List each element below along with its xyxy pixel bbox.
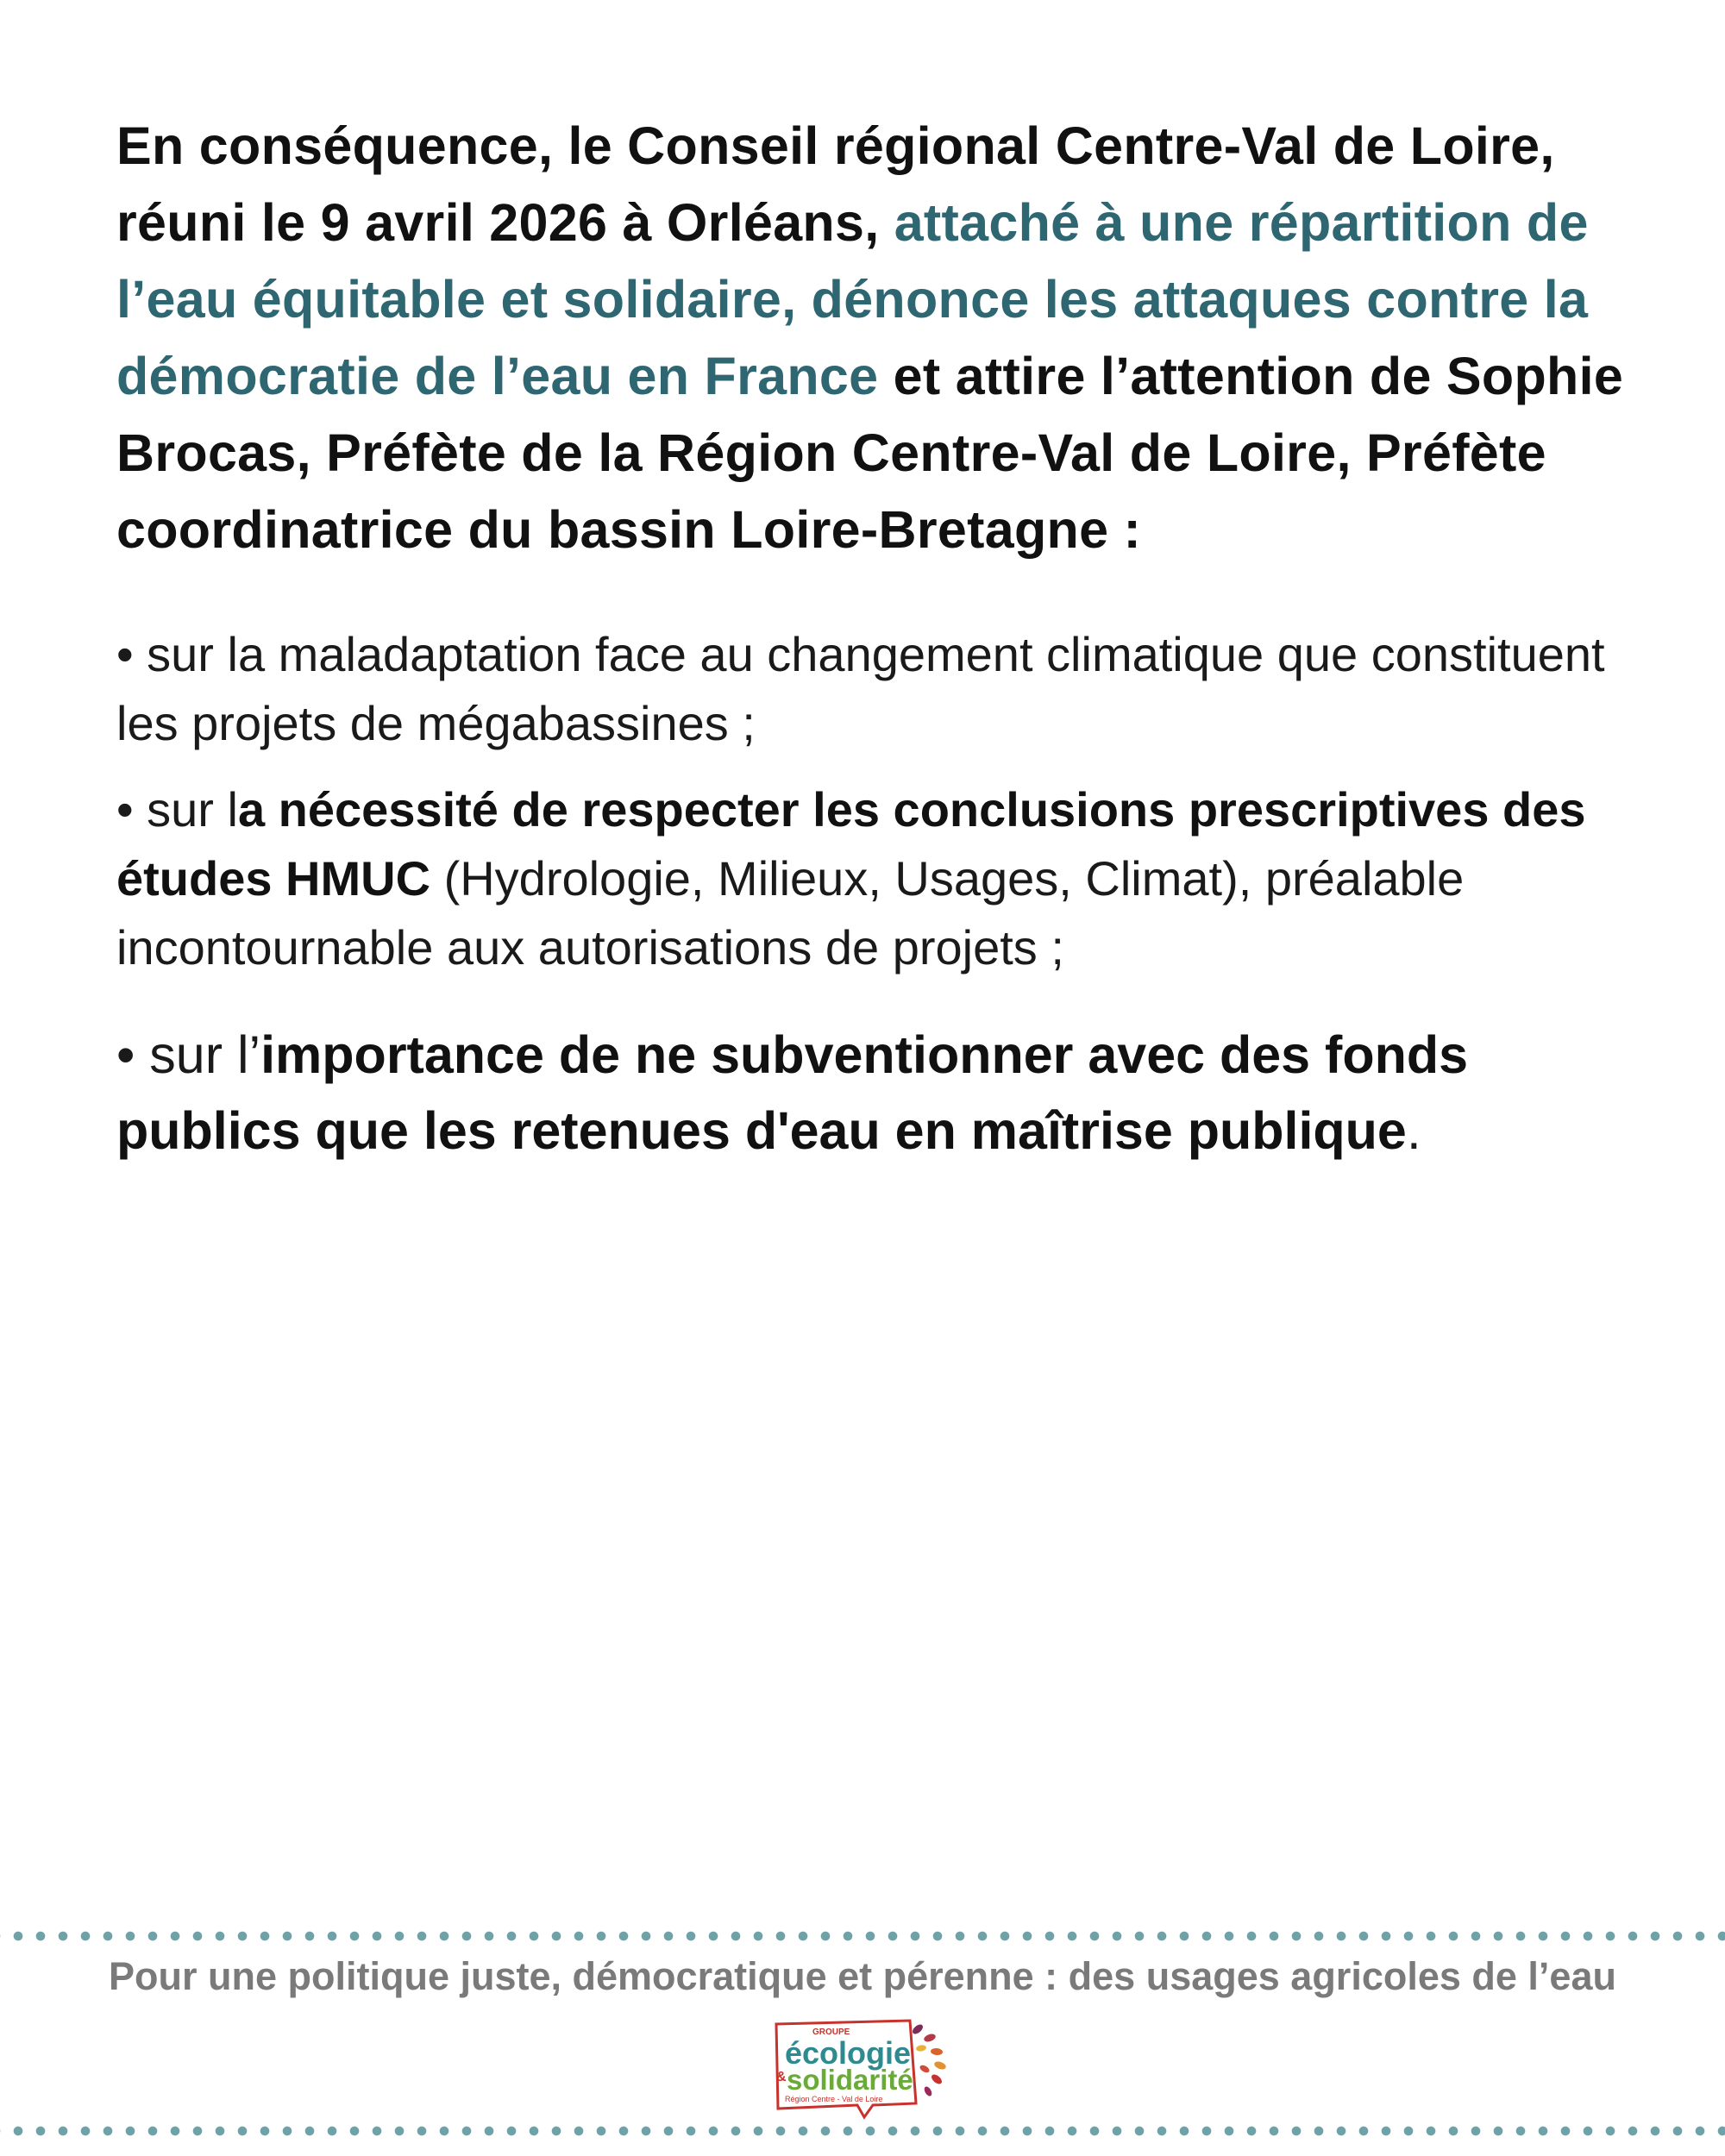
bullet-hmuc [116, 775, 1634, 982]
logo-groupe: GROUPE [812, 2028, 850, 2037]
logo-region: Région Centre - Val de Loire [785, 2095, 883, 2103]
logo-solidarite: solidarité [787, 2064, 913, 2096]
logo-leaves-icon [911, 2022, 947, 2097]
bullet-1-text: • sur la maladaptation face au changement climatique que constituent les projets de mégabassines ; [116, 627, 1605, 750]
intro-highlight: attaché à une répartition de l’eau équitable et solidaire, dénonce les attaques contre la démocratie de l’eau en France [116, 193, 1589, 405]
intro-text-end: et attire l’attention de Sophie Brocas, Préfète de la Région Centre-Val de Loire, Préfète coordinatrice du bassin Loire-Bretagne : [116, 347, 1624, 559]
footer-tagline: Pour une politique juste, démocratique et pérenne : des usages agricoles de l’eau [109, 1954, 1616, 1998]
bullet-3-bold: importance de ne subventionner avec des fonds publics que les retenues d'eau en maîtrise publique [116, 1025, 1469, 1160]
bullet-maladaptation [116, 620, 1634, 758]
dotted-divider-bottom [0, 2125, 1725, 2137]
document-body [116, 108, 1634, 1169]
dotted-divider-top [0, 1930, 1725, 1942]
ecologie-solidarite-logo [759, 2014, 975, 2122]
logo-ampersand: & [776, 2070, 787, 2084]
bullet-2-prefix: • sur l [116, 782, 238, 837]
bullet-public-funds [116, 1017, 1634, 1169]
bullet-2-suffix: (Hydrologie, Milieux, Usages, Climat), préalable incontournable aux autorisations de projets ; [116, 851, 1465, 975]
intro-paragraph [116, 108, 1634, 568]
bullet-3-prefix: • sur l’ [116, 1025, 261, 1084]
bullet-2-bold: a nécessité de respecter les conclusions prescriptives des études HMUC [116, 782, 1586, 906]
logo-ecologie: écologie [785, 2035, 912, 2071]
intro-text-start: En conséquence, le Conseil régional Centre-Val de Loire, réuni le 9 avril 2026 à Orléans, [116, 116, 1555, 252]
bullet-3-suffix: . [1406, 1101, 1421, 1160]
